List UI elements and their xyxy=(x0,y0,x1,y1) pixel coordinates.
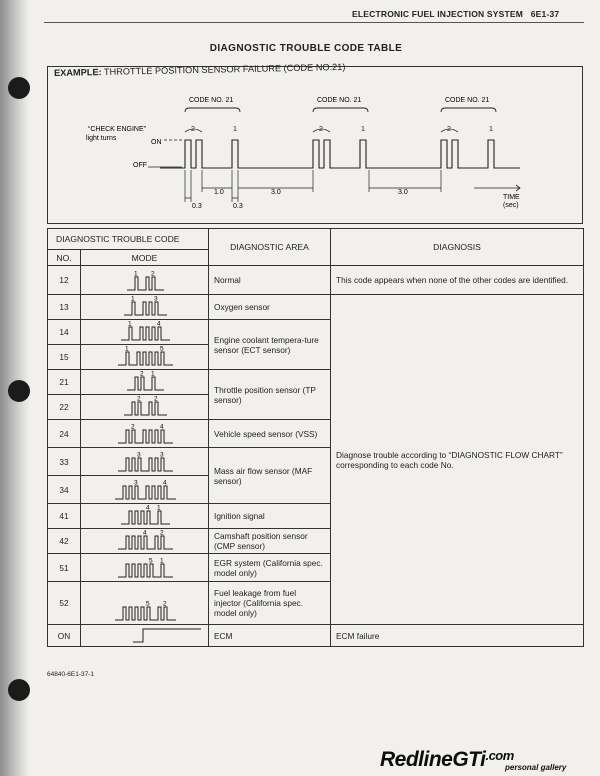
pulse-count-tens: 2 xyxy=(191,126,195,133)
interval-gap: 1.0 xyxy=(214,189,224,196)
mode-header: MODE xyxy=(81,250,209,266)
code-number: 52 xyxy=(48,582,81,625)
pulse-count-units: 4 xyxy=(163,479,167,487)
mode-cell xyxy=(81,320,209,345)
lamp-label-1: “CHECK ENGINE” xyxy=(88,126,146,133)
diagnostic-area: Normal xyxy=(209,266,331,295)
table-row xyxy=(48,266,584,295)
figure-number: 64840-6E1-37-1 xyxy=(47,671,94,678)
diagnosis-text: ECM failure xyxy=(331,625,584,647)
dtc-table xyxy=(47,228,584,647)
pulse-count-tens: 3 xyxy=(137,451,141,459)
blink-pattern xyxy=(81,625,209,646)
pulse-count-tens: 3 xyxy=(134,479,138,487)
mode-cell xyxy=(81,266,209,295)
punch-hole xyxy=(8,679,30,701)
code-number: 34 xyxy=(48,476,81,504)
watermark-logo xyxy=(380,748,514,772)
pulse-count-units: 4 xyxy=(157,320,161,328)
blink-pattern xyxy=(81,266,209,294)
table-row xyxy=(48,625,584,647)
blink-pattern xyxy=(81,320,209,344)
pulse-count-tens: 1 xyxy=(125,345,129,353)
interval-pause-1: 3.0 xyxy=(271,189,281,196)
mode-cell xyxy=(81,370,209,395)
diagnostic-area: Oxygen sensor xyxy=(209,295,331,320)
pulse-count-units: 1 xyxy=(233,126,237,133)
watermark-sub: personal gallery xyxy=(505,763,567,772)
common-diagnosis: Diagnose trouble according to “DIAGNOSTIC FLOW CHART” corresponding to each code No. xyxy=(331,295,584,625)
watermark-suffix: .com xyxy=(485,748,514,763)
code-label-3: CODE NO. 21 xyxy=(445,97,490,104)
blink-pattern xyxy=(81,448,209,475)
mode-cell xyxy=(81,420,209,448)
time-label: TIME xyxy=(503,194,520,201)
watermark-brand: RedlineGTi xyxy=(380,748,486,771)
blink-pattern xyxy=(81,345,209,369)
pulse-count-units: 1 xyxy=(160,557,164,565)
mode-cell xyxy=(81,345,209,370)
mode-cell xyxy=(81,625,209,647)
diagnosis-text: This code appears when none of the other codes are identified. xyxy=(331,266,584,295)
mode-cell xyxy=(81,295,209,320)
mode-cell xyxy=(81,395,209,420)
blink-pattern xyxy=(81,529,209,553)
diagnostic-area: Mass air flow sensor (MAF sensor) xyxy=(209,448,331,504)
punch-hole xyxy=(8,380,30,402)
mode-cell xyxy=(81,476,209,504)
diagnostic-area: Ignition signal xyxy=(209,504,331,529)
diagnostic-area: Vehicle speed sensor (VSS) xyxy=(209,420,331,448)
code-number: 42 xyxy=(48,529,81,554)
pulse-count-tens: 5 xyxy=(146,600,150,608)
mode-cell xyxy=(81,448,209,476)
pulse-count-units: 1 xyxy=(157,504,161,512)
code-number: 22 xyxy=(48,395,81,420)
diagnostic-area: Throttle position sensor (TP sensor) xyxy=(209,370,331,420)
diagnostic-area: ECM xyxy=(209,625,331,647)
on-label: ON xyxy=(151,139,162,146)
pulse-count-units: 5 xyxy=(160,345,164,353)
interval-short-2: 0.3 xyxy=(233,203,243,210)
diagnostic-area: Fuel leakage from fuel injector (California spec. model only) xyxy=(209,582,331,625)
blink-pattern xyxy=(81,295,209,319)
diagnostic-area: Engine coolant tempera-ture sensor (ECT sensor) xyxy=(209,320,331,370)
blink-pattern xyxy=(81,370,209,394)
lamp-label-2: light turns xyxy=(86,135,117,142)
pulse-count-units: 2 xyxy=(154,395,158,403)
mode-cell xyxy=(81,582,209,625)
pulse-count-units: 1 xyxy=(151,370,155,378)
blink-pattern xyxy=(81,476,209,503)
diagnostic-area: EGR system (California spec. model only) xyxy=(209,554,331,582)
code-number: 14 xyxy=(48,320,81,345)
pulse-count-tens: 2 xyxy=(140,370,144,378)
blink-pattern xyxy=(81,582,209,624)
dtc-header: DIAGNOSTIC TROUBLE CODE xyxy=(48,229,209,250)
blink-pattern xyxy=(81,395,209,419)
diagnostic-area: Camshaft position sensor (CMP sensor) xyxy=(209,529,331,554)
blink-pattern xyxy=(81,554,209,581)
time-unit: (sec) xyxy=(503,202,519,209)
code-number: 15 xyxy=(48,345,81,370)
pulse-count-tens: 2 xyxy=(447,126,451,133)
pulse-count-units: 2 xyxy=(160,529,164,537)
pulse-count-tens: 1 xyxy=(131,295,135,303)
pulse-count-tens: 1 xyxy=(134,270,138,278)
pulse-count-units: 2 xyxy=(151,270,155,278)
code-label-1: CODE NO. 21 xyxy=(189,97,234,104)
pulse-count-tens: 2 xyxy=(319,126,323,133)
mode-cell xyxy=(81,554,209,582)
code-number: 21 xyxy=(48,370,81,395)
example-label-text: THROTTLE POSITION SENSOR FAILURE (CODE NO.21) xyxy=(101,61,346,78)
no-header: NO. xyxy=(48,250,81,266)
code-number: 41 xyxy=(48,504,81,529)
code-number: 13 xyxy=(48,295,81,320)
pulse-count-units: 2 xyxy=(163,600,167,608)
pulse-count-units: 3 xyxy=(160,451,164,459)
header-page-number: 6E1-37 xyxy=(530,9,560,19)
pulse-count-units: 1 xyxy=(361,126,365,133)
timing-diagram xyxy=(0,0,600,230)
pulse-count-tens: 1 xyxy=(128,320,132,328)
diagnosis-header: DIAGNOSIS xyxy=(331,229,584,266)
pulse-count-units: 3 xyxy=(154,295,158,303)
pulse-count-tens: 2 xyxy=(131,423,135,431)
pulse-count-tens: 5 xyxy=(149,557,153,565)
example-label-bold: EXAMPLE: xyxy=(54,67,102,78)
pulse-count-tens: 4 xyxy=(146,504,150,512)
page-title: DIAGNOSTIC TROUBLE CODE TABLE xyxy=(209,43,403,54)
area-header: DIAGNOSTIC AREA xyxy=(209,229,331,266)
off-label: OFF xyxy=(133,162,147,169)
pulse-count-units: 4 xyxy=(160,423,164,431)
code-number: 51 xyxy=(48,554,81,582)
pulse-count-tens: 4 xyxy=(143,529,147,537)
code-number: ON xyxy=(48,625,81,647)
pulse-count-tens: 2 xyxy=(137,395,141,403)
code-number: 24 xyxy=(48,420,81,448)
code-number: 33 xyxy=(48,448,81,476)
mode-cell xyxy=(81,529,209,554)
blink-pattern xyxy=(81,504,209,528)
code-number: 12 xyxy=(48,266,81,295)
pulse-count-units: 1 xyxy=(489,126,493,133)
table-row xyxy=(48,295,584,320)
blink-pattern xyxy=(81,420,209,447)
interval-short-1: 0.3 xyxy=(192,203,202,210)
code-label-2: CODE NO. 21 xyxy=(317,97,362,104)
header-section: ELECTRONIC FUEL INJECTION SYSTEM xyxy=(352,9,524,19)
interval-pause-2: 3.0 xyxy=(398,189,408,196)
mode-cell xyxy=(81,504,209,529)
